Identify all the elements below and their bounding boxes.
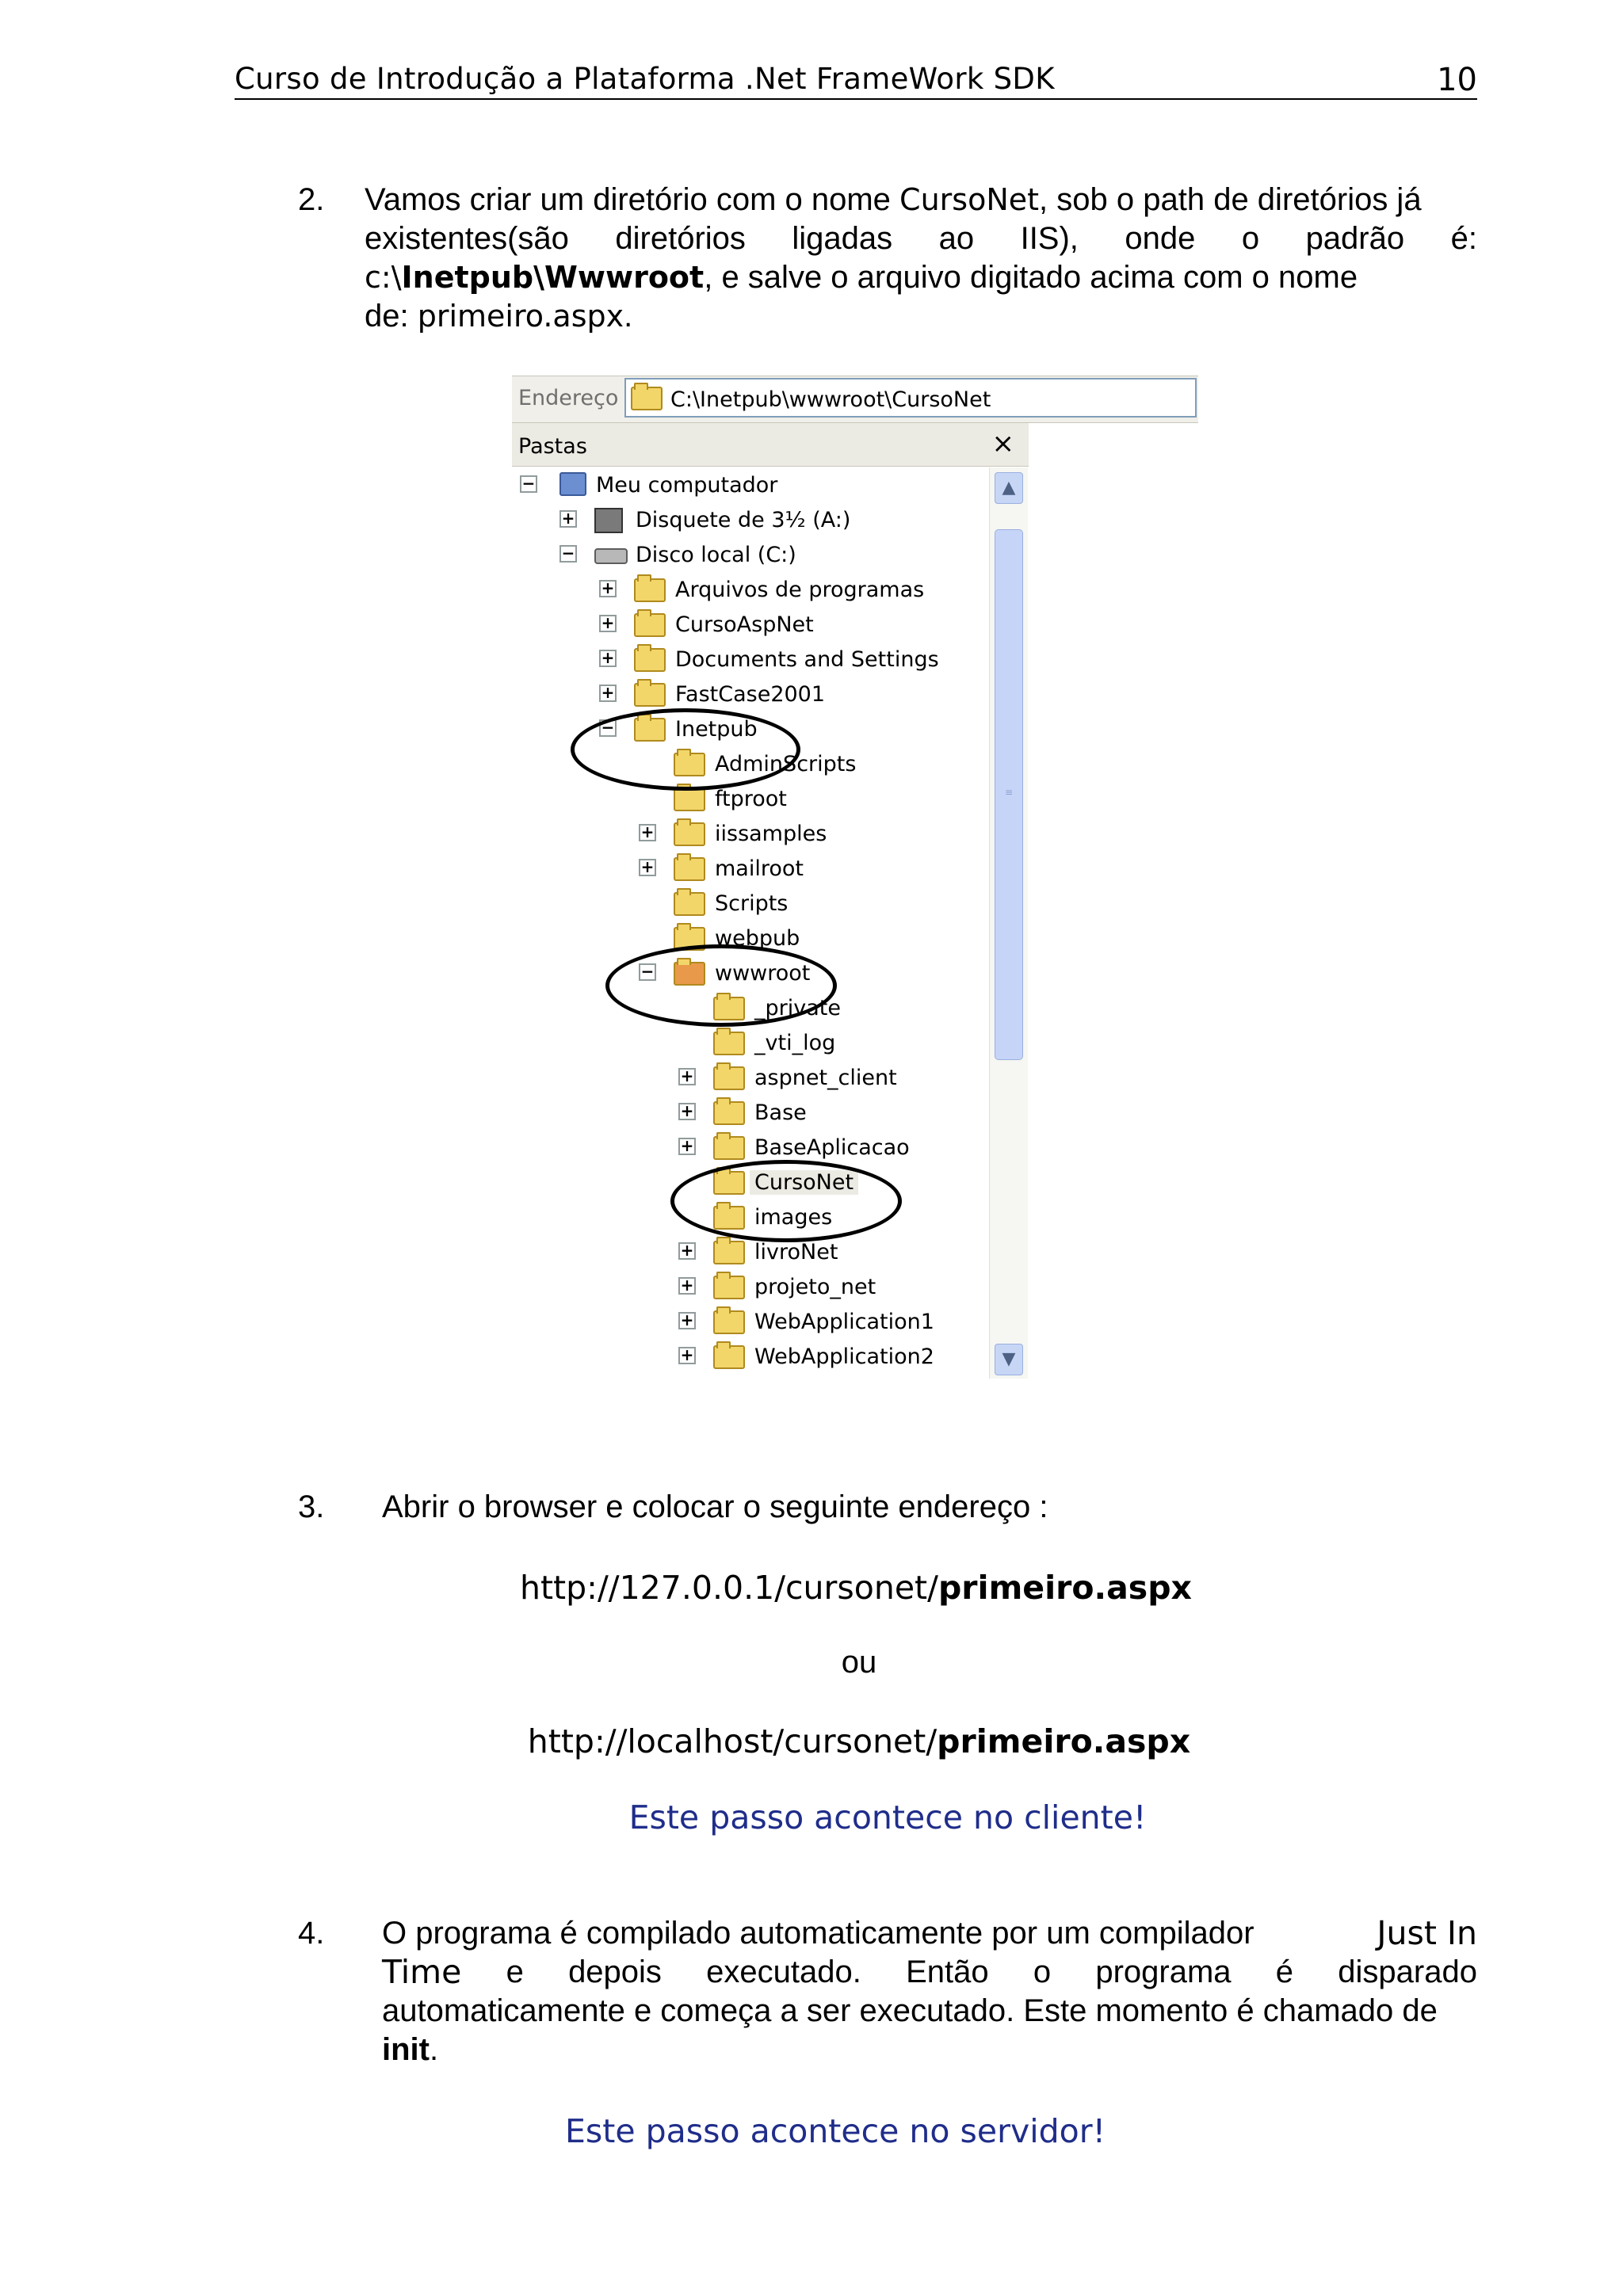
drive-icon	[594, 548, 628, 564]
folder-icon	[674, 822, 705, 846]
highlight-circle-wwwroot	[605, 944, 837, 1027]
header-title: Curso de Introdução a Plataforma .Net FrameWork SDK	[235, 62, 1055, 96]
word: executado.	[706, 1955, 861, 1989]
highlight-circle-cursonet	[670, 1160, 902, 1242]
address-value: C:\Inetpub\wwwroot\CursoNet	[670, 387, 991, 412]
folder-icon	[713, 1310, 745, 1334]
text-fragment: Vamos criar um diretório com o nome	[365, 182, 900, 217]
folder-icon	[634, 683, 666, 707]
tree-item-label: WebApplication1	[754, 1310, 934, 1334]
tree-item-label: BaseAplicacao	[754, 1135, 910, 1160]
close-icon[interactable]: ×	[991, 428, 1014, 460]
expand-icon[interactable]: +	[599, 615, 617, 632]
text-fragment: de:	[365, 299, 418, 334]
url-prefix: http://localhost/cursonet/	[527, 1722, 938, 1760]
address-bar	[512, 376, 1198, 423]
word: ligadas	[792, 221, 893, 256]
expand-icon[interactable]: +	[599, 580, 617, 597]
tree-item-label: Inetpub	[675, 717, 758, 742]
collapse-icon[interactable]: −	[559, 545, 577, 563]
folder-icon	[713, 1066, 745, 1090]
tree-item-label: Scripts	[715, 891, 789, 916]
url-prefix: http://127.0.0.1/cursonet/	[519, 1569, 938, 1607]
step-4-number: 4.	[298, 1916, 325, 1951]
grip-icon: ≡	[1004, 787, 1014, 798]
floppy-icon	[594, 508, 623, 533]
step-3-text: Abrir o browser e colocar o seguinte endereço :	[382, 1489, 1048, 1524]
url-localhost	[48, 1722, 1623, 1760]
scroll-down-icon[interactable]: ▼	[995, 1344, 1023, 1375]
step-2-line-3	[365, 258, 1477, 297]
step-2-number: 2.	[298, 182, 325, 217]
step-2-text	[365, 181, 1477, 336]
expand-icon[interactable]: +	[639, 859, 656, 876]
tree-item-label: CursoNet	[750, 1170, 858, 1195]
expand-icon[interactable]: +	[599, 685, 617, 702]
expand-icon[interactable]: +	[639, 824, 656, 841]
tree-item-label: CursoAspNet	[675, 612, 814, 637]
word: existentes(são	[365, 221, 569, 256]
page-number: 10	[1437, 62, 1477, 98]
init-word: init	[382, 2032, 430, 2067]
time-word: Time	[382, 1953, 462, 1991]
expand-icon[interactable]: +	[678, 1347, 696, 1364]
step-4-line-2	[382, 1953, 1477, 1992]
word: o	[1033, 1955, 1052, 1989]
expand-icon[interactable]: +	[678, 1138, 696, 1155]
text-fragment: .	[624, 299, 633, 334]
step-4-line-1	[382, 1914, 1477, 1953]
computer-icon	[559, 472, 586, 496]
folder-icon	[713, 1276, 745, 1299]
url-127	[44, 1569, 1623, 1607]
folder-icon	[634, 578, 666, 602]
tree-item-label: Documents and Settings	[675, 647, 939, 672]
folder-icon	[634, 648, 666, 672]
expand-icon[interactable]: +	[678, 1312, 696, 1329]
folder-icon	[631, 387, 663, 410]
tree-item-label: images	[754, 1205, 833, 1230]
folder-icon	[713, 1241, 745, 1264]
tree-item-label: Meu computador	[596, 473, 778, 498]
text-fragment: , sob o path de diretórios já	[1039, 182, 1422, 217]
tree-item-label: Disquete de 3½ (A:)	[636, 508, 851, 532]
word: e	[506, 1955, 524, 1989]
tree-item-label: wwwroot	[715, 961, 811, 986]
step-3-number: 3.	[298, 1489, 325, 1524]
tree-item-label: AdminScripts	[715, 752, 857, 776]
word: programa	[1095, 1955, 1232, 1989]
tree-item-label: livroNet	[754, 1240, 838, 1264]
tree-item-label: _vti_log	[754, 1031, 836, 1055]
tree-item-label: Base	[754, 1100, 807, 1125]
tree-item-label: WebApplication2	[754, 1344, 934, 1369]
just-in-text: Just In	[1377, 1914, 1477, 1952]
tree-item-label: webpub	[715, 926, 800, 951]
url-file: primeiro.aspx	[938, 1569, 1192, 1607]
tree-item-label: _private	[754, 996, 841, 1020]
word: ao	[938, 221, 975, 256]
collapse-icon[interactable]: −	[520, 475, 537, 493]
folder-icon	[713, 1136, 745, 1160]
word: disparado	[1338, 1955, 1477, 1989]
text-fragment: O programa é compilado automaticamente por um compilador	[382, 1916, 1254, 1951]
tree-item-label: iissamples	[715, 822, 827, 846]
pane-title: Pastas	[518, 434, 587, 459]
word: é:	[1450, 221, 1477, 256]
folder-icon	[634, 613, 666, 637]
tree-item-label: Disco local (C:)	[636, 543, 796, 567]
client-note: Este passo acontece no cliente!	[628, 1798, 1147, 1836]
address-label: Endereço	[518, 386, 619, 410]
text-fragment: , e salve o arquivo digitado acima com o nome	[704, 260, 1358, 295]
scroll-thumb[interactable]	[995, 529, 1023, 1060]
vertical-scrollbar[interactable]	[989, 467, 1028, 1379]
folder-icon	[713, 1345, 745, 1369]
collapse-icon[interactable]: −	[639, 963, 656, 981]
expand-icon[interactable]: +	[678, 1277, 696, 1295]
folder-icon	[713, 1032, 745, 1055]
expand-icon[interactable]: +	[678, 1242, 696, 1260]
expand-icon[interactable]: +	[678, 1103, 696, 1120]
folder-tree	[512, 467, 987, 1379]
collapse-icon[interactable]: −	[599, 719, 617, 737]
file-name: primeiro.aspx	[417, 299, 624, 334]
page-header	[235, 57, 1477, 100]
url-file: primeiro.aspx	[937, 1722, 1191, 1760]
or-text: ou	[841, 1645, 877, 1680]
tree-item-label: aspnet_client	[754, 1066, 897, 1090]
word: diretórios	[615, 221, 746, 256]
scroll-up-icon[interactable]: ▲	[995, 472, 1023, 504]
explorer-screenshot	[512, 376, 1198, 1379]
step-4-line-4	[382, 2031, 1477, 2069]
folder-name: CursoNet	[899, 182, 1040, 217]
tree-item-label: FastCase2001	[675, 682, 826, 707]
path-bold: Inetpub\Wwwroot	[401, 260, 705, 295]
expand-icon[interactable]: +	[599, 650, 617, 667]
address-input[interactable]	[624, 378, 1197, 418]
tree-item-label: Arquivos de programas	[675, 578, 925, 602]
text-fragment: .	[429, 2032, 439, 2067]
step-4-text	[382, 1914, 1477, 2069]
path-prefix: c:\	[365, 260, 402, 295]
folder-icon	[713, 1101, 745, 1125]
word: padrão	[1305, 221, 1405, 256]
word: onde	[1125, 221, 1196, 256]
step-4-line-3: automaticamente e começa a ser executado. Este momento é chamado de	[382, 1993, 1438, 2028]
tree-item-label: mailroot	[715, 856, 804, 881]
folder-icon	[674, 857, 705, 881]
highlight-circle-inetpub	[571, 708, 800, 791]
word: o	[1241, 221, 1260, 256]
tree-item-label: projeto_net	[754, 1275, 876, 1299]
word: Então	[906, 1955, 989, 1989]
folders-pane-header	[512, 423, 1029, 467]
server-note: Este passo acontece no servidor!	[564, 2112, 1106, 2150]
step-2-line-2	[365, 219, 1477, 258]
step-2-line-1	[365, 181, 1477, 219]
word: é	[1275, 1955, 1294, 1989]
step-2-line-4	[365, 297, 1477, 336]
folder-icon	[674, 788, 705, 811]
word: depois	[568, 1955, 662, 1989]
folder-icon	[674, 892, 705, 916]
tree-item-label: ftproot	[715, 787, 787, 811]
word: IIS),	[1020, 221, 1079, 256]
expand-icon[interactable]: +	[559, 510, 577, 528]
expand-icon[interactable]: +	[678, 1068, 696, 1085]
